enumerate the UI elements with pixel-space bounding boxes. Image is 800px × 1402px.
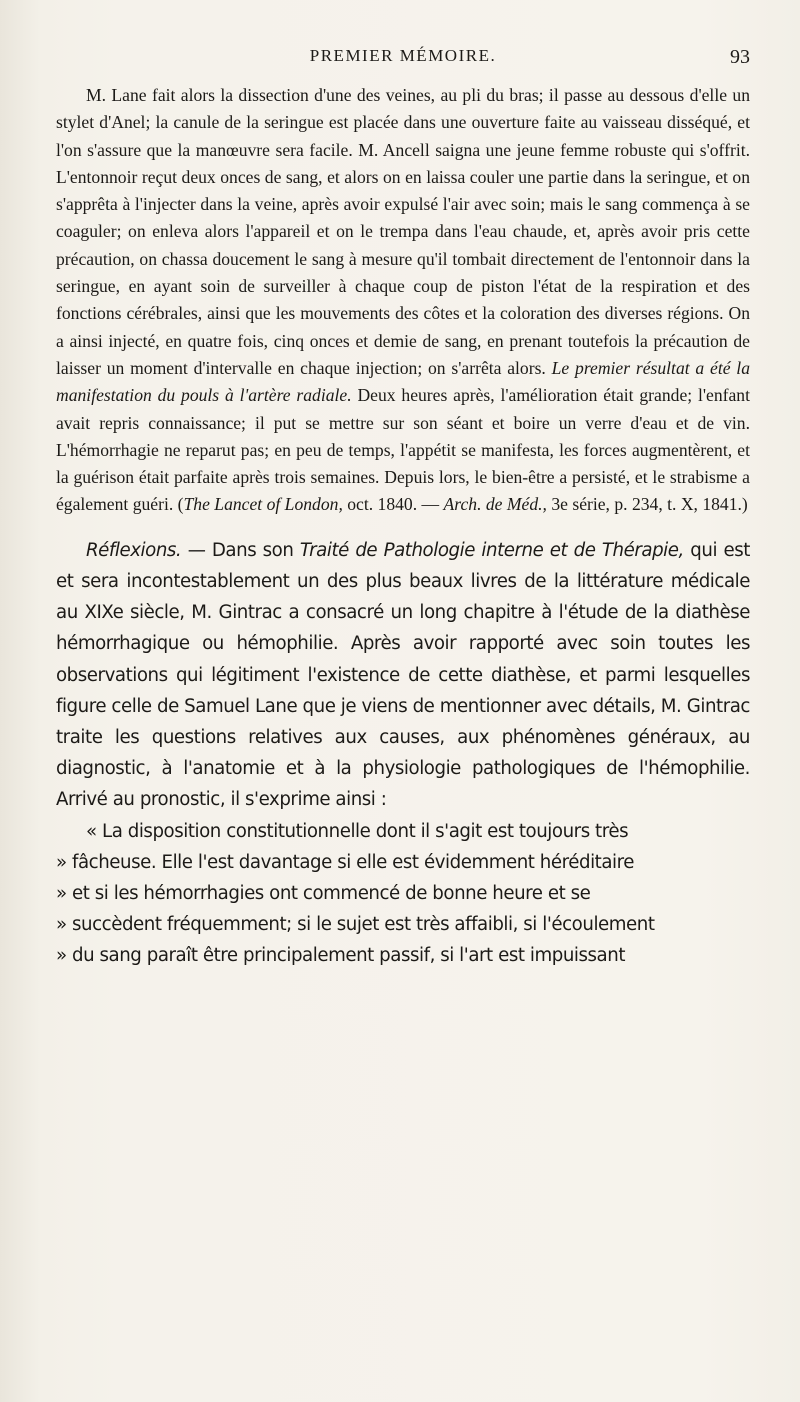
reflexions-paragraph	[56, 535, 750, 816]
quote-line: « La disposition constitutionnelle dont il s'agit est toujours très	[86, 820, 629, 842]
reflexions-intro: — Dans son	[187, 539, 294, 561]
gintrac-quote	[56, 816, 750, 972]
reference-end: 3e série, p. 234, t. X, 1841.)	[551, 494, 748, 515]
treatise-title: Traité de Pathologie interne et de Thérapie,	[299, 539, 684, 561]
case-text-continued: Deux heures après, l'amélioration était grande; l'enfant avait repris connaissance; il put se mettre sur son séant et boire un verre d'eau et de vin. L'hémorrhagie ne reparut pas; en peu de temps, l'appétit se manifesta, les forces augmentèrent, et la guérison était parfaite après trois semaines. Depuis lors, le bien-être a persisté, et le strabisme a également guéri.	[56, 385, 750, 515]
body-text	[56, 82, 750, 972]
quote-line: » du sang paraît être principalement passif, si l'art est impuissant	[56, 945, 626, 967]
first-result-italic: Le premier résultat a été la manifestation du pouls à l'artère radiale.	[56, 357, 750, 406]
reference-journal: The Lancet of London,	[183, 494, 343, 515]
quote-line: » fâcheuse. Elle l'est davantage si elle est évidemment héréditaire	[56, 851, 635, 873]
reference-archives: Arch. de Méd.,	[443, 494, 547, 515]
reference-open: (	[177, 494, 184, 515]
case-paragraph	[56, 82, 750, 519]
reflexions-heading: Réflexions.	[86, 539, 182, 561]
quote-line: » et si les hémorrhagies ont commencé de bonne heure et se	[56, 882, 591, 904]
running-title: PREMIER MÉMOIRE.	[309, 46, 497, 65]
page-header	[56, 46, 750, 74]
page-number: 93	[730, 46, 750, 68]
reflexions-text: qui est et sera incontestablement un des plus beaux livres de la littérature médicale au XIXe siècle, M. Gintrac a consacré un long chapitre à l'étude de la diathèse hémorrhagique ou hémophilie. Après avoir rapporté avec soin toutes les observations qui légitiment l'existence de cette diathèse, et parmi lesquelles figure celle de Samuel Lane que je viens de mentionner avec détails, M. Gintrac traite les questions relatives aux causes, aux phénomènes généraux, au diagnostic, à l'anatomie et à la physiologie pathologiques de l'hémophilie. Arrivé au pronostic, il s'exprime ainsi :	[56, 539, 750, 811]
quote-line: » succèdent fréquemment; si le sujet est très affaibli, si l'écoulement	[56, 914, 655, 936]
reference-date: oct. 1840. —	[347, 494, 440, 515]
case-text: M. Lane fait alors la dissection d'une des veines, au pli du bras; il passe au dessous d'elle un stylet d'Anel; la canule de la seringue est placée dans une ouverture faite au vaisseau disséqué, et l'on s'assure que la manœuvre sera facile. M. Ancell saigna une jeune femme robuste qui s'offrit. L'entonnoir reçut deux onces de sang, et alors on en laissa couler une partie dans la seringue, et on s'apprêta à l'injecter dans la veine, après avoir expulsé l'air avec soin; mais le sang commença à se coaguler; on enleva alors l'appareil et on le trempa dans l'eau chaude, et, après avoir pris cette précaution, on chassa doucement le sang à mesure qu'il tombait directement de l'entonnoir dans la seringue, en ayant soin de surveiller à chaque coup de piston l'état de la respiration et des fonctions cérébrales, ainsi que les mouvements des côtes et la coloration des diverses régions. On a ainsi injecté, en quatre fois, cinq onces et demie de sang, en prenant toutefois la précaution de laisser un moment d'intervalle en chaque injection; on s'arrêta alors.	[56, 85, 750, 378]
